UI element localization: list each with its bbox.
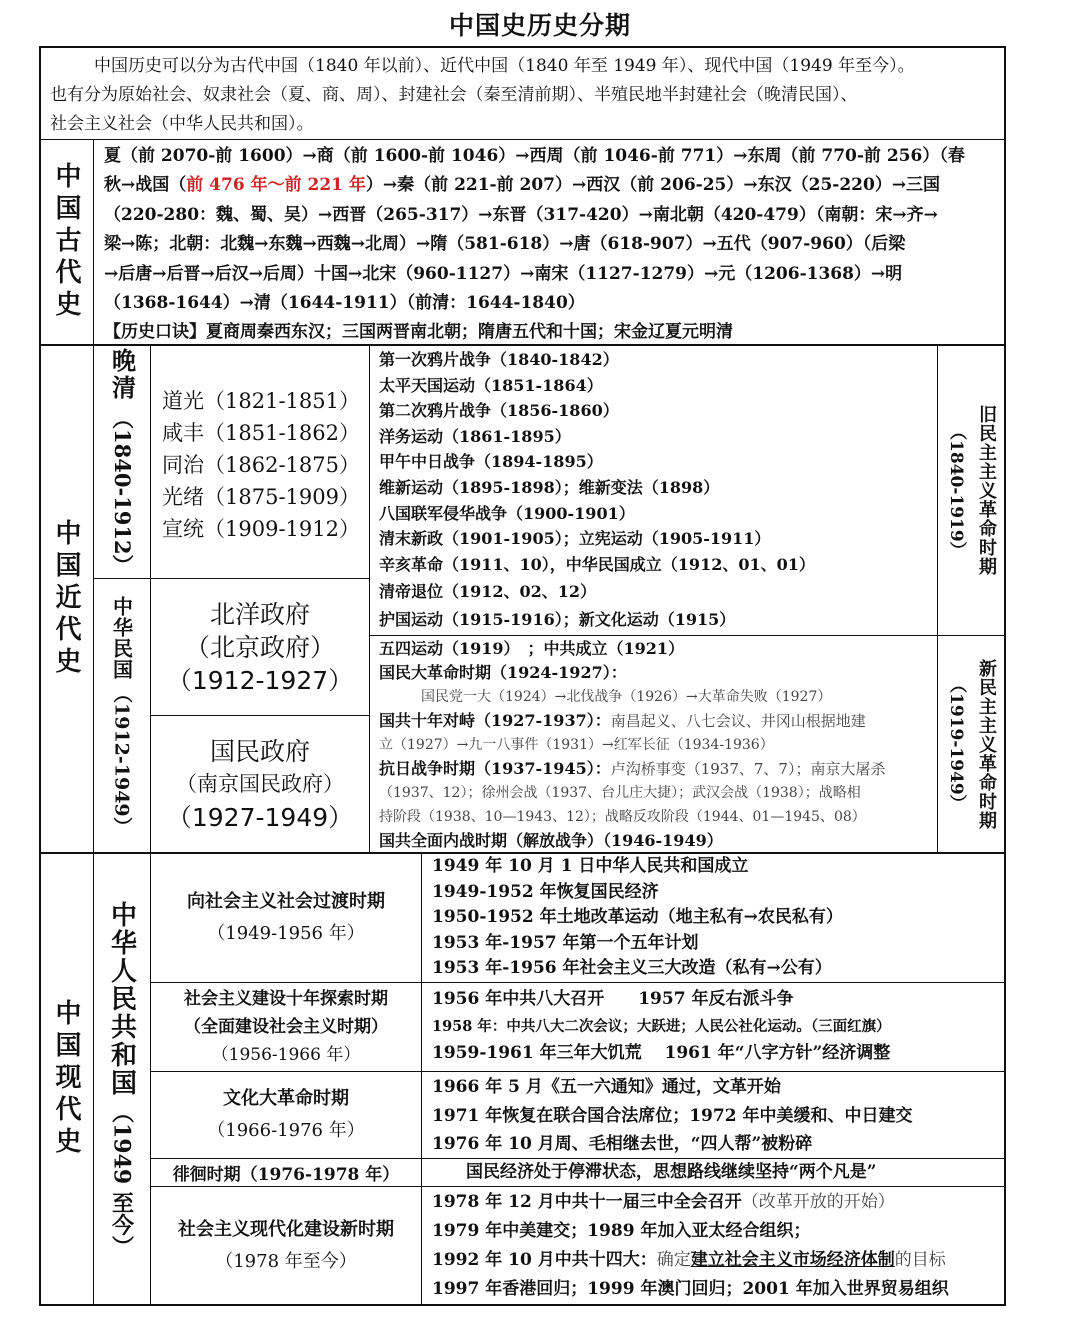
event-heading: 1992 年 10 月中共十四大： <box>432 1250 657 1270</box>
roc-name: 中华民国 <box>109 596 134 681</box>
event-highlight: 建立社会主义市场经济体制 <box>690 1250 895 1270</box>
period-transition <box>151 854 421 982</box>
section-label-ancient: 中国古代史 <box>51 162 81 322</box>
emperor-item: 宣统（1909-1912） <box>162 517 360 541</box>
dynasty-line: （1368-1644）→清（1644-1911）（前清：1644-1840） <box>104 293 585 314</box>
dynasty-line: （220-280：魏、蜀、吴）→西晋（265-317）→东晋（317-420）→南北朝（420-479）（南朝：宋→齐→ <box>104 204 938 225</box>
new-revolution-years: （1919-1949） <box>946 676 966 812</box>
event-heading: 抗日战争时期（1937-1945）： <box>379 759 611 778</box>
period-events <box>432 854 1002 982</box>
event-item: 1966 年 5 月《五一六通知》通过，文革开始 <box>432 1077 781 1097</box>
divider-revolution <box>369 635 1006 636</box>
divider-events <box>369 345 370 853</box>
event-item: 八国联军侵华战争（1900-1901） <box>379 503 635 523</box>
new-revolution-label <box>938 636 1005 852</box>
late-qing-years: （1840-1912） <box>110 408 135 576</box>
event-item: 护国运动（1915-1916）；新文化运动（1915） <box>379 609 736 629</box>
period-name: 文化大革命时期 <box>223 1088 349 1109</box>
event-item: 国民大革命时期（1924-1927）： <box>379 663 627 682</box>
divider-late-qing <box>93 578 370 579</box>
period-years: （1966-1976 年） <box>207 1120 365 1141</box>
prc-years: （1949 至今） <box>108 1101 135 1258</box>
roc-years: （1912-1949） <box>110 684 133 836</box>
period-name: 社会主义建设十年探索时期 <box>184 989 388 1009</box>
nationalist-years: （1927-1949） <box>166 802 354 832</box>
period-events <box>432 1073 1002 1159</box>
dynasty-text: ）→秦（前 221-前 207）→西汉（前 206-25）→东汉（25-220）→三国 <box>365 175 941 196</box>
event-item: 甲午中日战争（1894-1895） <box>379 452 603 472</box>
late-qing-label <box>94 346 150 578</box>
event-item: 1958 年：中共八大二次会议；大跃进；人民公社化运动。（三面红旗） <box>432 1018 891 1035</box>
event-item: 清末新政（1901-1905）；立宪运动（1905-1911） <box>379 529 771 549</box>
section-label-modern: 中国近代史 <box>51 518 81 679</box>
event-heading: 国共十年对峙（1927-1937）： <box>379 711 611 730</box>
intro-line: 也有分为原始社会、奴隶社会（夏、商、周）、封建社会（秦至清前期）、半殖民地半封建社会（晚清民国）、 <box>50 85 858 105</box>
event-item <box>432 1246 1002 1275</box>
event-item: 1956 年中共八大召开 1957 年反右派斗争 <box>432 989 794 1009</box>
event-item: 1949 年 10 月 1 日中华人民共和国成立 <box>432 856 749 876</box>
event-item: 国共全面内战时期（解放战争）（1946-1949） <box>379 831 723 850</box>
event-item: 第二次鸦片战争（1856-1860） <box>379 401 619 421</box>
event-item: 1953 年-1956 年社会主义三大改造（私有→公有） <box>432 958 832 979</box>
warring-states-years: 前 476 年～前 221 年 <box>186 175 366 196</box>
divider-ancient-label <box>93 140 94 345</box>
event-item <box>379 709 935 733</box>
event-item: 1953 年-1957 年第一个五年计划 <box>432 932 699 953</box>
period-years: （1949-1956 年） <box>207 923 365 944</box>
intro-paragraph <box>50 52 995 139</box>
section-label-contemporary: 中国现代史 <box>51 999 81 1159</box>
dynasty-line <box>104 171 998 200</box>
divider-period-events <box>421 853 422 1305</box>
dynasty-line: →后唐→后晋→后汉→后周）十国→北宋（960-1127）→南宋（1127-1279）→元（1206-1368）→明 <box>104 263 903 284</box>
event-detail: 的目标 <box>894 1250 946 1270</box>
event-item: 辛亥革命（1911、10），中华民国成立（1912、01、01） <box>379 554 815 574</box>
dynasty-text: 秋→战国（ <box>104 175 187 196</box>
event-item: 五四运动（1919） ；中共成立（1921） <box>379 639 685 658</box>
prc-label <box>94 854 150 1305</box>
beiyang-govt <box>151 580 369 715</box>
event-detail: 卢沟桥事变（1937、7、7）；南京大屠杀 <box>610 760 886 778</box>
emperor-item: 咸丰（1851-1862） <box>162 421 360 445</box>
event-item: 1959-1961 年三年大饥荒 1961 年“八字方针”经济调整 <box>432 1043 891 1063</box>
intro-line: 社会主义社会（中华人民共和国）。 <box>50 114 314 134</box>
old-revolution-years: （1840-1919） <box>946 422 966 559</box>
event-item: 1971 年恢复在联合国合法席位；1972 年中美缓和、中日建交 <box>432 1105 913 1126</box>
period-cultural-revolution <box>151 1072 421 1158</box>
divider-intro <box>39 139 1006 140</box>
beiyang-years: （1912-1927） <box>166 666 354 695</box>
period-name: 向社会主义社会过渡时期 <box>187 891 385 912</box>
event-detail: （1937、12）；徐州会战（1937、台儿庄大捷）；武汉会战（1938）；战略相 <box>379 785 861 801</box>
old-revolution-label <box>938 346 1005 635</box>
emperor-list <box>162 385 367 545</box>
nationalist-alt: （南京国民政府） <box>176 771 344 796</box>
period-wandering: 徘徊时期（1976-1978 年） <box>172 1165 400 1185</box>
event-item <box>379 757 935 781</box>
event-heading: 1978 年 12 月中共十一届三中全会召开 <box>432 1192 742 1212</box>
event-item: 太平天国运动（1851-1864） <box>379 375 603 395</box>
prc-name: 中华人民共和国 <box>106 901 137 1098</box>
event-detail: 立（1927）→九一八事件（1931）→红军长征（1934-1936） <box>379 737 774 753</box>
event-item: 第一次鸦片战争（1840-1842） <box>379 350 619 369</box>
event-item: 1979 年中美建交；1989 年加入亚太经合组织； <box>432 1221 811 1241</box>
event-item <box>432 1188 1002 1217</box>
event-detail: （改革开放的开始） <box>741 1192 895 1212</box>
new-revolution-events <box>379 637 935 853</box>
beiyang-alt: （北京政府） <box>184 633 335 662</box>
history-mnemonic: 【历史口诀】夏商周秦西东汉；三国两晋南北朝；隋唐五代和十国；宋金辽夏元明清 <box>104 322 733 343</box>
period-years: （1978 年至今） <box>215 1251 357 1272</box>
event-detail: 国民党一大（1924）→北伐战争（1926）→大革命失败（1927） <box>421 689 832 705</box>
old-revolution-name: 旧民主主义革命时期 <box>976 405 997 576</box>
period-subname: （全面建设社会主义时期） <box>184 1017 388 1037</box>
event-item: 国民经济处于停滞状态，思想路线继续坚持“两个凡是” <box>466 1162 877 1182</box>
emperor-item: 同治（1862-1875） <box>162 453 360 477</box>
event-item: 洋务运动（1861-1895） <box>379 426 571 446</box>
ancient-dynasty-chain <box>104 142 998 348</box>
event-item: 1976 年 10 月周、毛相继去世，“四人帮”被粉碎 <box>432 1134 813 1154</box>
event-detail: 确定 <box>656 1250 691 1270</box>
event-item: 维新运动（1895-1898）；维新变法（1898） <box>379 477 720 497</box>
late-qing-name: 晚清 <box>107 348 136 403</box>
intro-line: 中国历史可以分为古代中国（1840 年以前）、近代中国（1840 年至 1949 年）、现代中国（1949 年至今）。 <box>94 56 915 76</box>
old-revolution-events <box>379 347 935 633</box>
roc-label <box>94 580 150 852</box>
event-item: 清帝退位（1912、02、12） <box>379 582 597 602</box>
emperor-item: 道光（1821-1851） <box>162 389 360 413</box>
period-modernization <box>151 1187 421 1305</box>
event-item: 1949-1952 年恢复国民经济 <box>432 881 659 902</box>
period-events <box>432 986 1002 1067</box>
dynasty-line: 夏（前 2070-前 1600）→商（前 1600-前 1046）→西周（前 1046-前 771）→东周（前 770-前 256）（春 <box>104 146 965 166</box>
period-years: （1956-1966 年） <box>211 1045 361 1065</box>
page-title: 中国史历史分期 <box>448 11 631 40</box>
event-detail: 南昌起义、八七会议、井冈山根据地建 <box>610 712 866 730</box>
nationalist-name: 国民政府 <box>209 736 310 766</box>
event-item: 1950-1952 年土地改革运动（地主私有→农民私有） <box>432 907 843 928</box>
event-detail: 持阶段（1938、10—1943、12）；战略反攻阶段（1944、01—1945、08） <box>379 809 866 825</box>
period-exploration <box>151 983 421 1071</box>
event-item: 1997 年香港回归；1999 年澳门回归；2001 年加入世界贸易组织 <box>432 1279 949 1299</box>
new-revolution-name: 新民主主义革命时期 <box>976 658 997 830</box>
emperor-item: 光绪（1875-1909） <box>162 485 360 509</box>
beiyang-name: 北洋政府 <box>209 600 310 629</box>
period-events <box>432 1188 1002 1304</box>
dynasty-line: 梁→陈；北朝：北魏→东魏→西魏→北周）→隋（581-618）→唐（618-907）→五代（907-960）（后梁 <box>104 234 906 255</box>
nationalist-govt <box>151 716 369 852</box>
period-name: 社会主义现代化建设新时期 <box>178 1219 394 1240</box>
